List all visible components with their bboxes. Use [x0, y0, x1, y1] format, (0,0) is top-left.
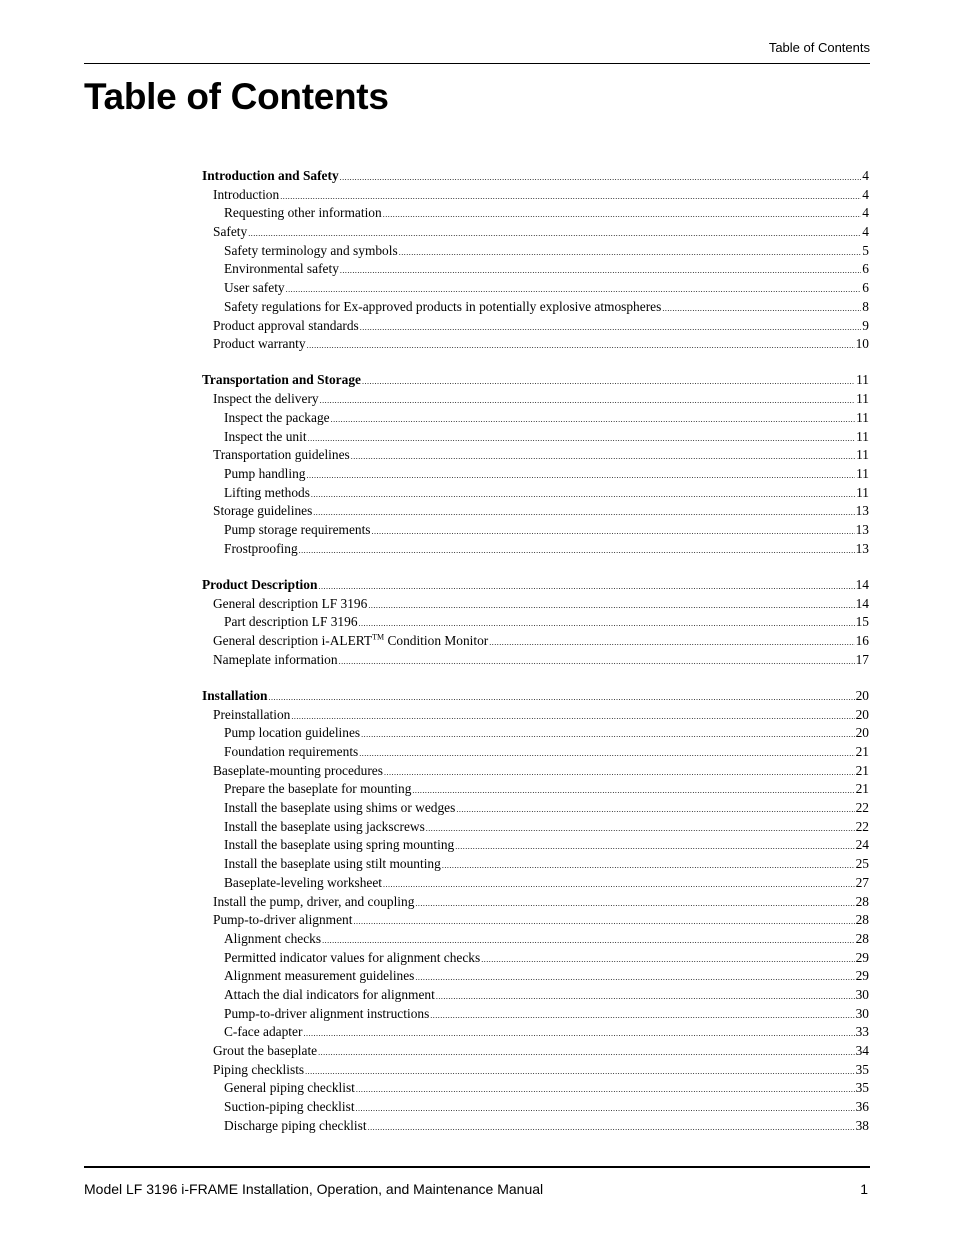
toc-page-number: 28 — [855, 930, 869, 946]
toc-entry-title: Pump-to-driver alignment instructions — [224, 1005, 430, 1021]
toc-chapter-entry[interactable] — [202, 687, 869, 706]
toc-dot-leader — [399, 244, 862, 263]
toc-entry-title: Part description LF 3196 — [224, 614, 358, 630]
toc-entry-title: Install the baseplate using jackscrews — [224, 818, 425, 834]
toc-dot-leader — [489, 634, 854, 653]
toc-dot-leader — [455, 838, 854, 857]
toc-page-number: 11 — [856, 391, 869, 407]
toc-entry-title: Attach the dial indicators for alignment — [224, 986, 435, 1002]
toc-dot-leader — [318, 1044, 854, 1063]
toc-dot-leader — [340, 262, 861, 281]
toc-entry[interactable] — [202, 317, 869, 336]
toc-dot-leader — [340, 169, 862, 188]
toc-entry[interactable] — [202, 799, 869, 818]
toc-entry[interactable] — [202, 540, 869, 559]
toc-entry-title: Foundation requirements — [224, 744, 359, 760]
toc-entry-title: Pump location guidelines — [224, 725, 361, 741]
toc-entry[interactable] — [202, 446, 869, 465]
toc-entry-title: Product warranty — [213, 336, 306, 352]
toc-dot-leader — [430, 1007, 854, 1026]
toc-page-number: 11 — [856, 428, 869, 444]
toc-page-number: 22 — [855, 818, 869, 834]
toc-dot-leader — [303, 1025, 854, 1044]
toc-dot-leader — [426, 820, 855, 839]
toc-page-number: 22 — [855, 800, 869, 816]
toc-dot-leader — [372, 523, 855, 542]
toc-page-number: 15 — [855, 614, 869, 630]
toc-entry[interactable] — [202, 279, 869, 298]
toc-entry[interactable] — [202, 595, 869, 614]
toc-entry-title: Suction-piping checklist — [224, 1099, 355, 1115]
toc-entry[interactable] — [202, 1023, 869, 1042]
toc-page-number: 4 — [862, 205, 869, 221]
toc-entry-title: Nameplate information — [213, 651, 338, 667]
toc-page-number: 13 — [855, 503, 869, 519]
toc-page-number: 11 — [856, 372, 869, 388]
toc-entry[interactable] — [202, 1079, 869, 1098]
toc-entry-title: Permitted indicator values for alignment checks — [224, 949, 481, 965]
toc-page-number: 14 — [855, 595, 869, 611]
toc-dot-leader — [307, 337, 855, 356]
toc-dot-leader — [415, 969, 854, 988]
toc-entry[interactable] — [202, 724, 869, 743]
toc-page-number: 13 — [855, 540, 869, 556]
toc-page-number: 13 — [855, 521, 869, 537]
toc-entry-title: Install the baseplate using spring mounting — [224, 837, 455, 853]
toc-entry-title: Transportation guidelines — [213, 447, 350, 463]
toc-page-number: 11 — [856, 447, 869, 463]
toc-dot-leader — [361, 726, 854, 745]
toc-dot-leader — [442, 857, 855, 876]
toc-dot-leader — [299, 542, 855, 561]
toc-page-number: 35 — [855, 1080, 869, 1096]
toc-dot-leader — [359, 745, 854, 764]
toc-page-number: 25 — [855, 856, 869, 872]
toc-entry-title: User safety — [224, 280, 285, 296]
toc-dot-leader — [356, 1081, 855, 1100]
toc-page-number: 34 — [855, 1043, 869, 1059]
toc-page-number: 20 — [855, 725, 869, 741]
toc-entry-title: Lifting methods — [224, 484, 310, 500]
toc-page-number: 14 — [855, 576, 869, 592]
header-divider — [84, 63, 870, 64]
toc-entry-title: General description i-ALERT™ Condition Monitor — [213, 632, 489, 648]
toc-page-number: 27 — [855, 874, 869, 890]
toc-dot-leader — [318, 578, 854, 597]
toc-entry-title: Install the pump, driver, and coupling — [213, 893, 415, 909]
toc-entry-title: Inspect the package — [224, 409, 330, 425]
toc-entry-title: Piping checklists — [213, 1061, 305, 1077]
toc-entry-title: Pump handling — [224, 465, 306, 481]
toc-entry[interactable] — [202, 986, 869, 1005]
toc-dot-leader — [305, 1063, 854, 1082]
toc-entry[interactable] — [202, 706, 869, 725]
toc-entry[interactable] — [202, 967, 869, 986]
toc-entry-title: Alignment measurement guidelines — [224, 968, 415, 984]
toc-entry[interactable] — [202, 632, 869, 651]
toc-page-number: 30 — [855, 986, 869, 1002]
toc-dot-leader — [368, 1119, 855, 1138]
toc-page-number: 21 — [855, 781, 869, 797]
toc-entry-title: C-face adapter — [224, 1024, 303, 1040]
toc-entry-title: Pump-to-driver alignment — [213, 912, 353, 928]
toc-page-number: 16 — [855, 633, 869, 648]
toc-entry-title: Pump storage requirements — [224, 521, 371, 537]
toc-dot-leader — [436, 988, 855, 1007]
toc-entry[interactable] — [202, 428, 869, 447]
toc-page-number: 38 — [855, 1117, 869, 1133]
toc-entry-title: Inspect the unit — [224, 428, 307, 444]
toc-dot-leader — [306, 467, 855, 486]
toc-page-number: 33 — [855, 1024, 869, 1040]
toc-entry[interactable] — [202, 818, 869, 837]
toc-chapter-entry[interactable] — [202, 167, 869, 186]
running-header: Table of Contents — [768, 40, 870, 55]
toc-dot-leader — [383, 876, 855, 895]
toc-entry[interactable] — [202, 502, 869, 521]
toc-entry[interactable] — [202, 465, 869, 484]
footer-divider — [84, 1166, 870, 1168]
toc-entry-title: Grout the baseplate — [213, 1043, 318, 1059]
toc-entry[interactable] — [202, 762, 869, 781]
toc-entry[interactable] — [202, 874, 869, 893]
toc-dot-leader — [308, 430, 856, 449]
footer-document-title: Model LF 3196 i-FRAME Installation, Operation, and Maintenance Manual — [84, 1181, 544, 1197]
toc-entry-title: Discharge piping checklist — [224, 1117, 367, 1133]
toc-page-number: 30 — [855, 1005, 869, 1021]
toc-dot-leader — [331, 411, 856, 430]
toc-entry-title: Requesting other information — [224, 205, 382, 221]
toc-entry-title: Safety terminology and symbols — [224, 242, 398, 258]
toc-dot-leader — [384, 764, 855, 783]
toc-dot-leader — [291, 708, 854, 727]
toc-page-number: 28 — [855, 912, 869, 928]
toc-entry[interactable] — [202, 743, 869, 762]
toc-page-number: 11 — [856, 465, 869, 481]
toc-chapter-entry[interactable] — [202, 371, 869, 390]
toc-page-number: 29 — [855, 949, 869, 965]
toc-entry-title: Storage guidelines — [213, 503, 313, 519]
toc-entry-title: Frostproofing — [224, 540, 298, 556]
toc-dot-leader — [415, 895, 854, 914]
toc-entry[interactable] — [202, 223, 869, 242]
table-of-contents — [202, 167, 869, 1135]
toc-page-number: 21 — [855, 762, 869, 778]
toc-page-number: 4 — [862, 186, 869, 202]
toc-page-number: 5 — [862, 242, 869, 258]
toc-entry[interactable] — [202, 613, 869, 632]
toc-entry[interactable] — [202, 409, 869, 428]
toc-dot-leader — [313, 504, 854, 523]
toc-page-number: 10 — [855, 336, 869, 352]
toc-dot-leader — [351, 448, 855, 467]
toc-entry-title: General description LF 3196 — [213, 595, 368, 611]
toc-dot-leader — [311, 486, 855, 505]
toc-dot-leader — [362, 373, 855, 392]
toc-entry-title: Baseplate-mounting procedures — [213, 762, 383, 778]
toc-entry[interactable] — [202, 780, 869, 799]
toc-entry[interactable] — [202, 521, 869, 540]
toc-page-number: 20 — [855, 706, 869, 722]
toc-entry-title: Introduction — [213, 186, 280, 202]
toc-dot-leader — [353, 913, 854, 932]
toc-entry-title: Inspect the delivery — [213, 391, 319, 407]
toc-page-number: 11 — [856, 484, 869, 500]
toc-entry-title: Product approval standards — [213, 317, 359, 333]
toc-dot-leader — [268, 689, 854, 708]
toc-entry[interactable] — [202, 836, 869, 855]
toc-entry[interactable] — [202, 893, 869, 912]
toc-entry-title: Introduction and Safety — [202, 168, 339, 183]
toc-entry[interactable] — [202, 298, 869, 317]
toc-page-number: 35 — [855, 1061, 869, 1077]
toc-entry-title: Preinstallation — [213, 706, 291, 722]
toc-dot-leader — [368, 597, 854, 616]
toc-entry-title: Install the baseplate using stilt mounting — [224, 856, 441, 872]
toc-entry-title: Installation — [202, 687, 268, 703]
trademark-superscript: TM — [372, 632, 385, 642]
toc-entry[interactable] — [202, 1117, 869, 1136]
toc-entry-title: Transportation and Storage — [202, 372, 361, 388]
toc-page-number: 6 — [862, 280, 869, 296]
toc-entry-title: Environmental safety — [224, 261, 339, 277]
toc-entry[interactable] — [202, 242, 869, 261]
toc-entry-title: Safety regulations for Ex-approved products in potentially explosive atmospheres — [224, 298, 662, 314]
toc-page-number: 8 — [862, 298, 869, 314]
toc-entry[interactable] — [202, 484, 869, 503]
toc-entry[interactable] — [202, 335, 869, 354]
toc-page-number: 28 — [855, 893, 869, 909]
toc-dot-leader — [412, 782, 854, 801]
toc-entry-title: Alignment checks — [224, 930, 322, 946]
toc-entry[interactable] — [202, 186, 869, 205]
toc-dot-leader — [356, 1100, 855, 1119]
toc-entry[interactable] — [202, 1042, 869, 1061]
toc-page-number: 21 — [855, 744, 869, 760]
toc-entry-title: Product Description — [202, 576, 318, 592]
toc-dot-leader — [383, 206, 862, 225]
toc-entry-title: Prepare the baseplate for mounting — [224, 781, 412, 797]
toc-page-number: 4 — [862, 224, 869, 240]
toc-entry[interactable] — [202, 930, 869, 949]
toc-page-number: 17 — [855, 651, 869, 667]
toc-entry[interactable] — [202, 1061, 869, 1080]
toc-dot-leader — [456, 801, 854, 820]
toc-dot-leader — [320, 392, 855, 411]
toc-entry[interactable] — [202, 855, 869, 874]
toc-dot-leader — [481, 951, 854, 970]
toc-page-number: 36 — [855, 1099, 869, 1115]
toc-page-number: 6 — [862, 261, 869, 277]
toc-page-number: 20 — [855, 687, 869, 703]
toc-entry[interactable] — [202, 1098, 869, 1117]
toc-page-number: 9 — [862, 317, 869, 333]
toc-page-number: 11 — [856, 409, 869, 425]
page-title: Table of Contents — [84, 76, 389, 117]
toc-entry[interactable] — [202, 651, 869, 670]
footer-page-number: 1 — [860, 1181, 868, 1197]
toc-dot-leader — [360, 319, 862, 338]
toc-page-number: 29 — [855, 968, 869, 984]
toc-entry[interactable] — [202, 1005, 869, 1024]
toc-entry-title: Install the baseplate using shims or wedges — [224, 800, 456, 816]
toc-dot-leader — [339, 653, 855, 672]
toc-entry-title: Safety — [213, 224, 248, 240]
toc-page-number: 24 — [855, 837, 869, 853]
toc-entry[interactable] — [202, 911, 869, 930]
toc-page-number: 4 — [862, 168, 869, 183]
toc-entry-title: General piping checklist — [224, 1080, 355, 1096]
toc-entry[interactable] — [202, 204, 869, 223]
toc-entry[interactable] — [202, 949, 869, 968]
toc-entry[interactable] — [202, 390, 869, 409]
toc-entry[interactable] — [202, 260, 869, 279]
toc-chapter-entry[interactable] — [202, 576, 869, 595]
toc-dot-leader — [662, 300, 861, 319]
toc-entry-title: Baseplate-leveling worksheet — [224, 874, 383, 890]
